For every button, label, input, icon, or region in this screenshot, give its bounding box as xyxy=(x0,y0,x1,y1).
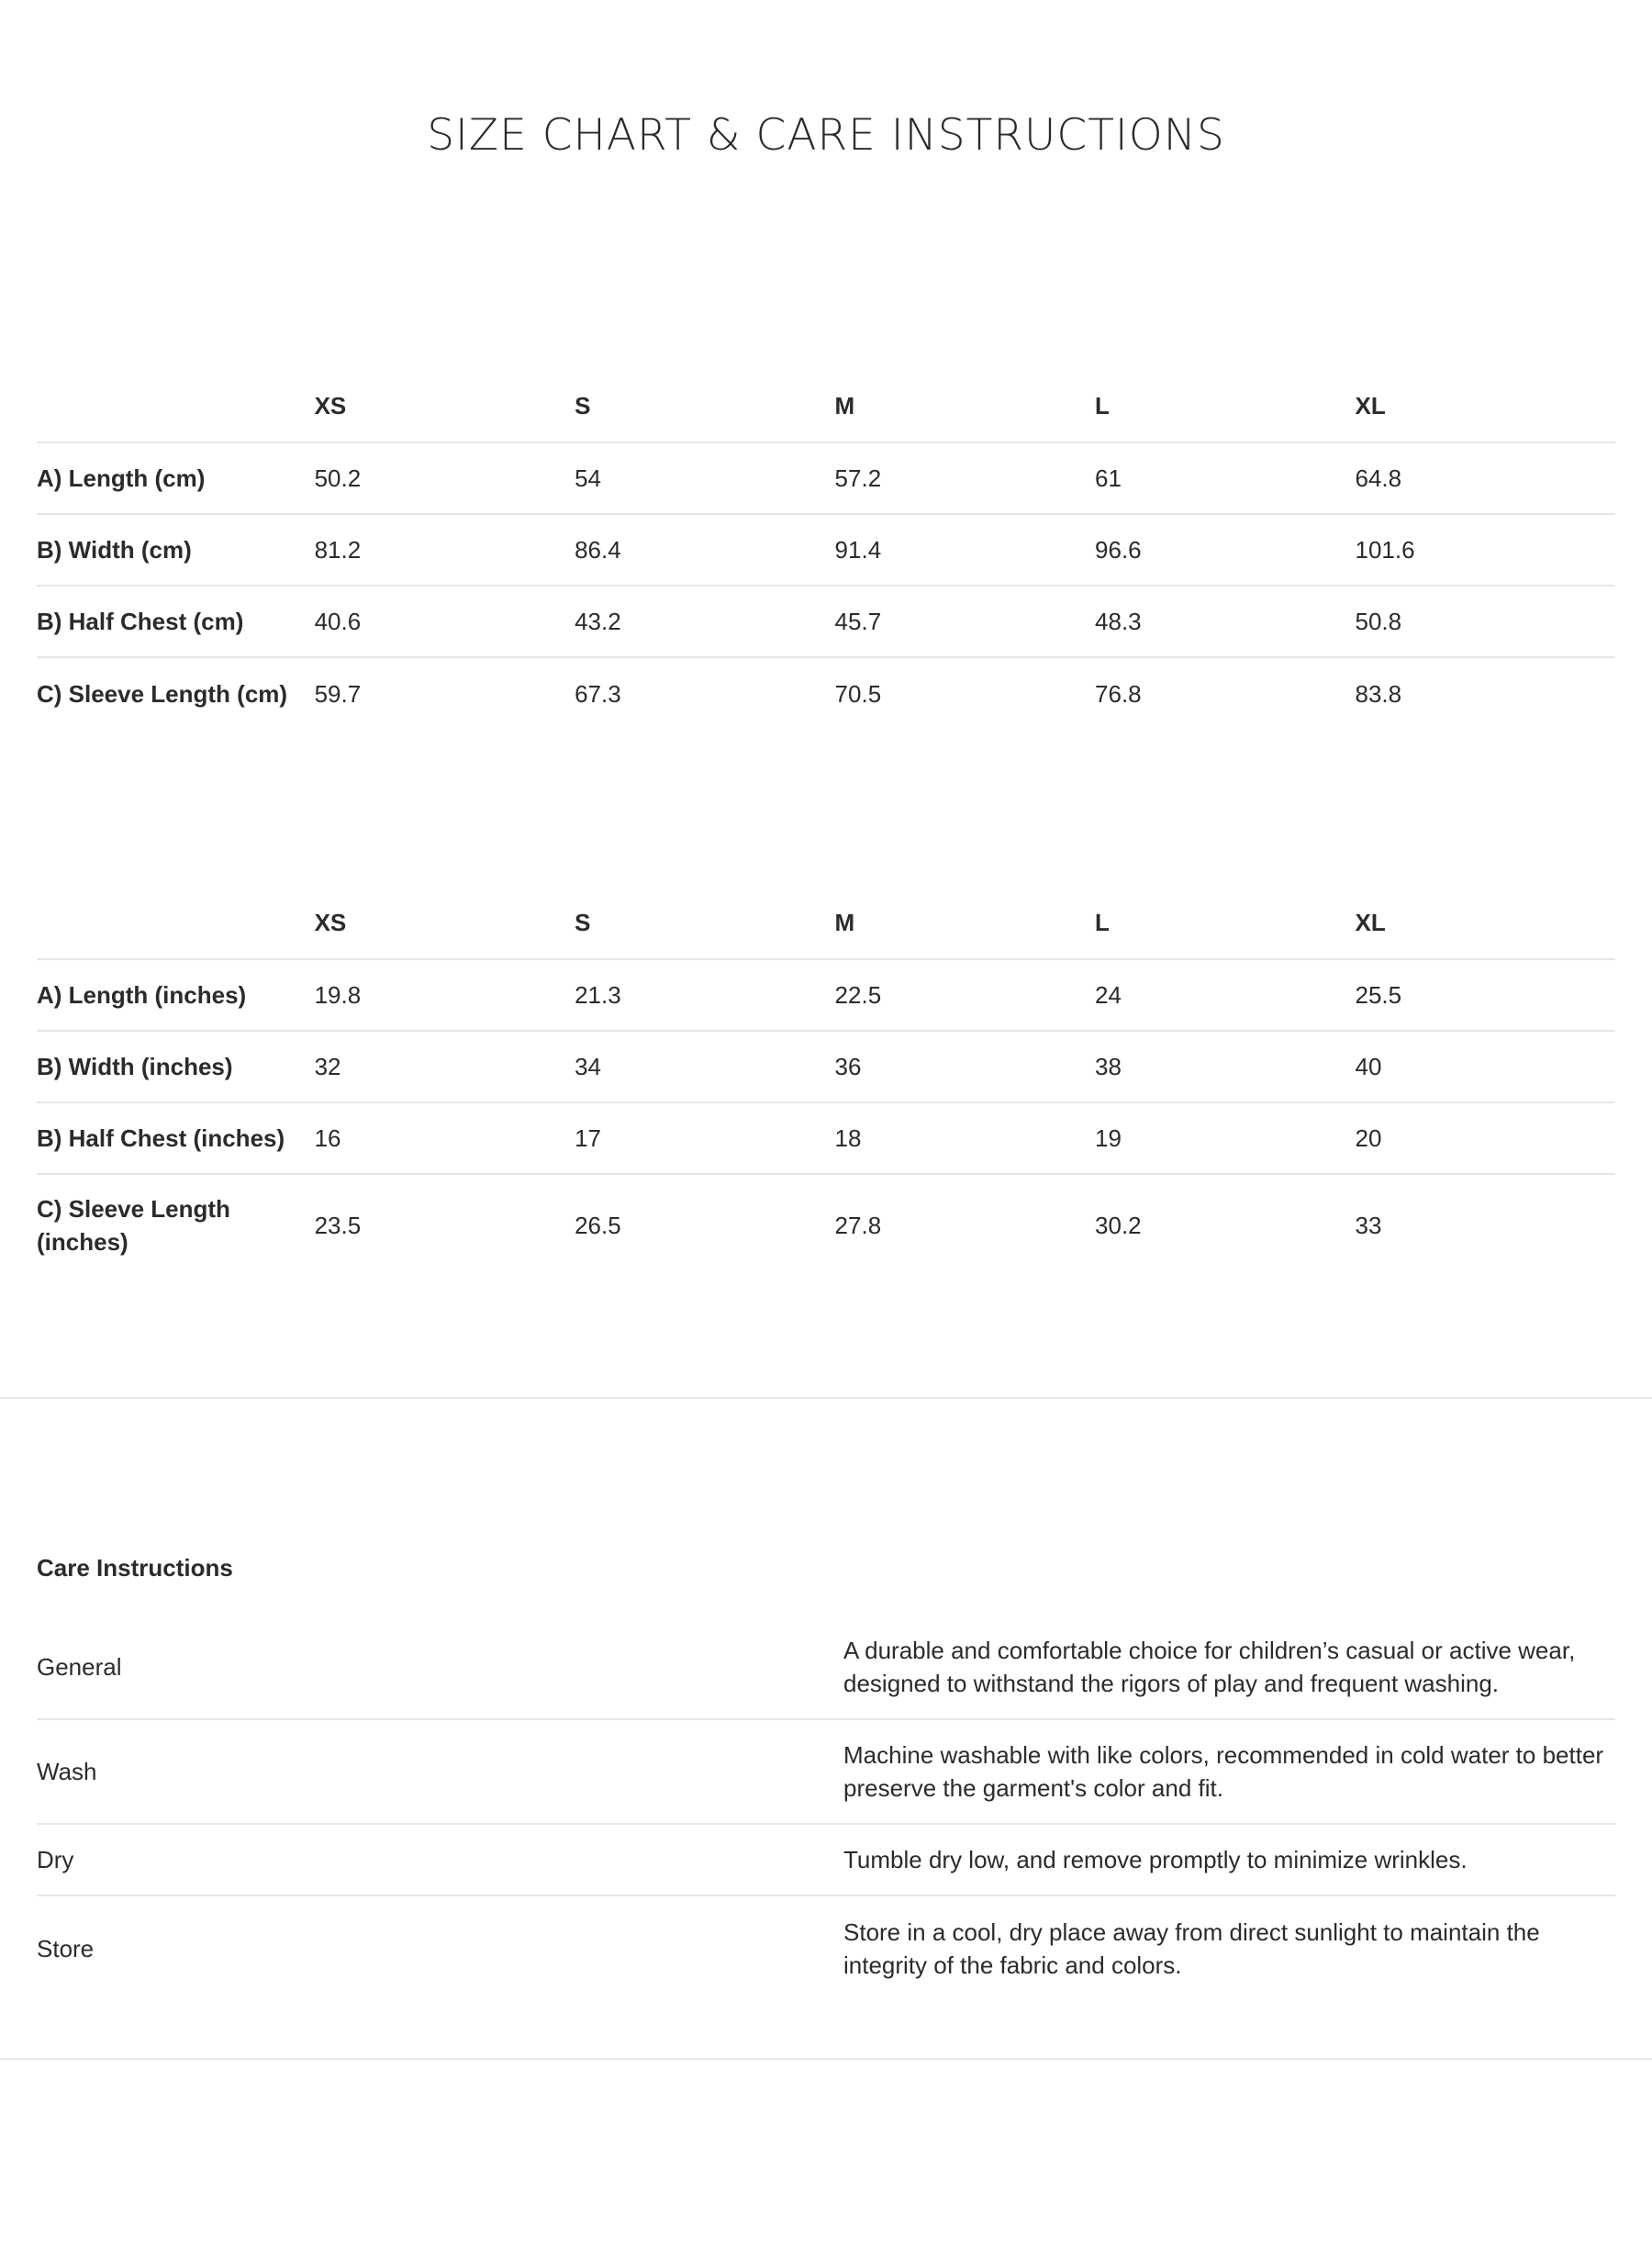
table-cell: 20 xyxy=(1355,1124,1382,1152)
table-cell: 45.7 xyxy=(834,608,882,635)
size-header-xs: XS xyxy=(314,909,347,936)
table-row xyxy=(37,1175,1615,1276)
table-cell: 26.5 xyxy=(575,1212,621,1239)
care-text: Store in a cool, dry place away from direct sunlight to maintain the integrity of the fabric and colors. xyxy=(843,1918,1540,1979)
table-cell: 96.6 xyxy=(1095,536,1142,564)
table-cell: 18 xyxy=(834,1124,862,1152)
table-row xyxy=(37,1103,1615,1175)
table-cell: 33 xyxy=(1355,1212,1382,1239)
table-cell: 19.8 xyxy=(314,981,362,1009)
table-row xyxy=(37,1032,1615,1103)
size-header-m: M xyxy=(834,392,855,419)
table-cell: 40 xyxy=(1355,1053,1382,1080)
size-header-row xyxy=(37,370,1615,443)
care-label: Wash xyxy=(37,1758,97,1785)
table-cell: 19 xyxy=(1095,1124,1122,1152)
table-cell: 50.8 xyxy=(1355,608,1402,635)
size-header-l: L xyxy=(1095,392,1110,419)
care-row-general xyxy=(37,1615,1615,1720)
table-cell: 23.5 xyxy=(314,1212,362,1239)
care-row-dry xyxy=(37,1825,1615,1896)
care-label: General xyxy=(37,1653,122,1681)
row-label: C) Sleeve Length (cm) xyxy=(37,680,288,708)
care-text: Machine washable with like colors, recommended in cold water to better preserve the garment's color and fit. xyxy=(843,1741,1604,1802)
size-chart-cm xyxy=(37,370,1615,730)
size-chart-inches xyxy=(37,887,1615,1276)
table-cell: 48.3 xyxy=(1095,608,1142,635)
size-header-s: S xyxy=(575,392,591,419)
table-cell: 101.6 xyxy=(1355,536,1415,564)
size-header-s: S xyxy=(575,909,591,936)
section-divider xyxy=(0,2058,1652,2060)
care-heading: Care Instructions xyxy=(37,1554,233,1582)
row-label: C) Sleeve Length (inches) xyxy=(37,1195,230,1256)
table-cell: 25.5 xyxy=(1355,981,1402,1009)
table-cell: 27.8 xyxy=(834,1212,882,1239)
table-row xyxy=(37,658,1615,730)
table-cell: 83.8 xyxy=(1355,680,1402,708)
table-cell: 81.2 xyxy=(314,536,362,564)
table-cell: 61 xyxy=(1095,464,1122,492)
table-cell: 70.5 xyxy=(834,680,882,708)
row-label: A) Length (cm) xyxy=(37,464,206,492)
table-cell: 30.2 xyxy=(1095,1212,1142,1239)
table-cell: 86.4 xyxy=(575,536,621,564)
table-row xyxy=(37,443,1615,515)
care-row-store xyxy=(37,1896,1615,2001)
size-header-xs: XS xyxy=(314,392,347,419)
table-row xyxy=(37,587,1615,658)
table-cell: 24 xyxy=(1095,981,1122,1009)
row-label: A) Length (inches) xyxy=(37,981,247,1009)
table-cell: 21.3 xyxy=(575,981,621,1009)
size-header-l: L xyxy=(1095,909,1110,936)
row-label: B) Width (inches) xyxy=(37,1053,233,1080)
care-row-wash xyxy=(37,1720,1615,1825)
table-cell: 91.4 xyxy=(834,536,882,564)
table-cell: 50.2 xyxy=(314,464,362,492)
care-instructions xyxy=(37,1549,1615,2001)
care-label: Store xyxy=(37,1935,95,1962)
table-cell: 32 xyxy=(314,1053,341,1080)
table-cell: 43.2 xyxy=(575,608,621,635)
table-cell: 59.7 xyxy=(314,680,362,708)
page-title: SIZE CHART & CARE INSTRUCTIONS xyxy=(427,110,1225,161)
table-cell: 17 xyxy=(575,1124,601,1152)
size-header-m: M xyxy=(834,909,855,936)
table-cell: 54 xyxy=(575,464,601,492)
table-cell: 40.6 xyxy=(314,608,362,635)
section-divider xyxy=(0,1397,1652,1399)
row-label: B) Half Chest (inches) xyxy=(37,1124,285,1152)
size-header-xl: XL xyxy=(1355,392,1386,419)
row-label: B) Half Chest (cm) xyxy=(37,608,244,635)
table-cell: 64.8 xyxy=(1355,464,1402,492)
table-cell: 57.2 xyxy=(834,464,882,492)
care-text: A durable and comfortable choice for children’s casual or active wear, designed to withstand the rigors of play and frequent washing. xyxy=(843,1637,1576,1697)
table-cell: 34 xyxy=(575,1053,601,1080)
care-text: Tumble dry low, and remove promptly to minimize wrinkles. xyxy=(843,1846,1468,1873)
table-row xyxy=(37,515,1615,587)
size-header-xl: XL xyxy=(1355,909,1386,936)
table-cell: 36 xyxy=(834,1053,862,1080)
table-cell: 67.3 xyxy=(575,680,621,708)
size-header-row xyxy=(37,887,1615,960)
care-label: Dry xyxy=(37,1846,74,1873)
table-cell: 38 xyxy=(1095,1053,1122,1080)
table-cell: 16 xyxy=(314,1124,341,1152)
table-row xyxy=(37,960,1615,1032)
row-label: B) Width (cm) xyxy=(37,536,192,564)
table-cell: 22.5 xyxy=(834,981,882,1009)
table-cell: 76.8 xyxy=(1095,680,1142,708)
